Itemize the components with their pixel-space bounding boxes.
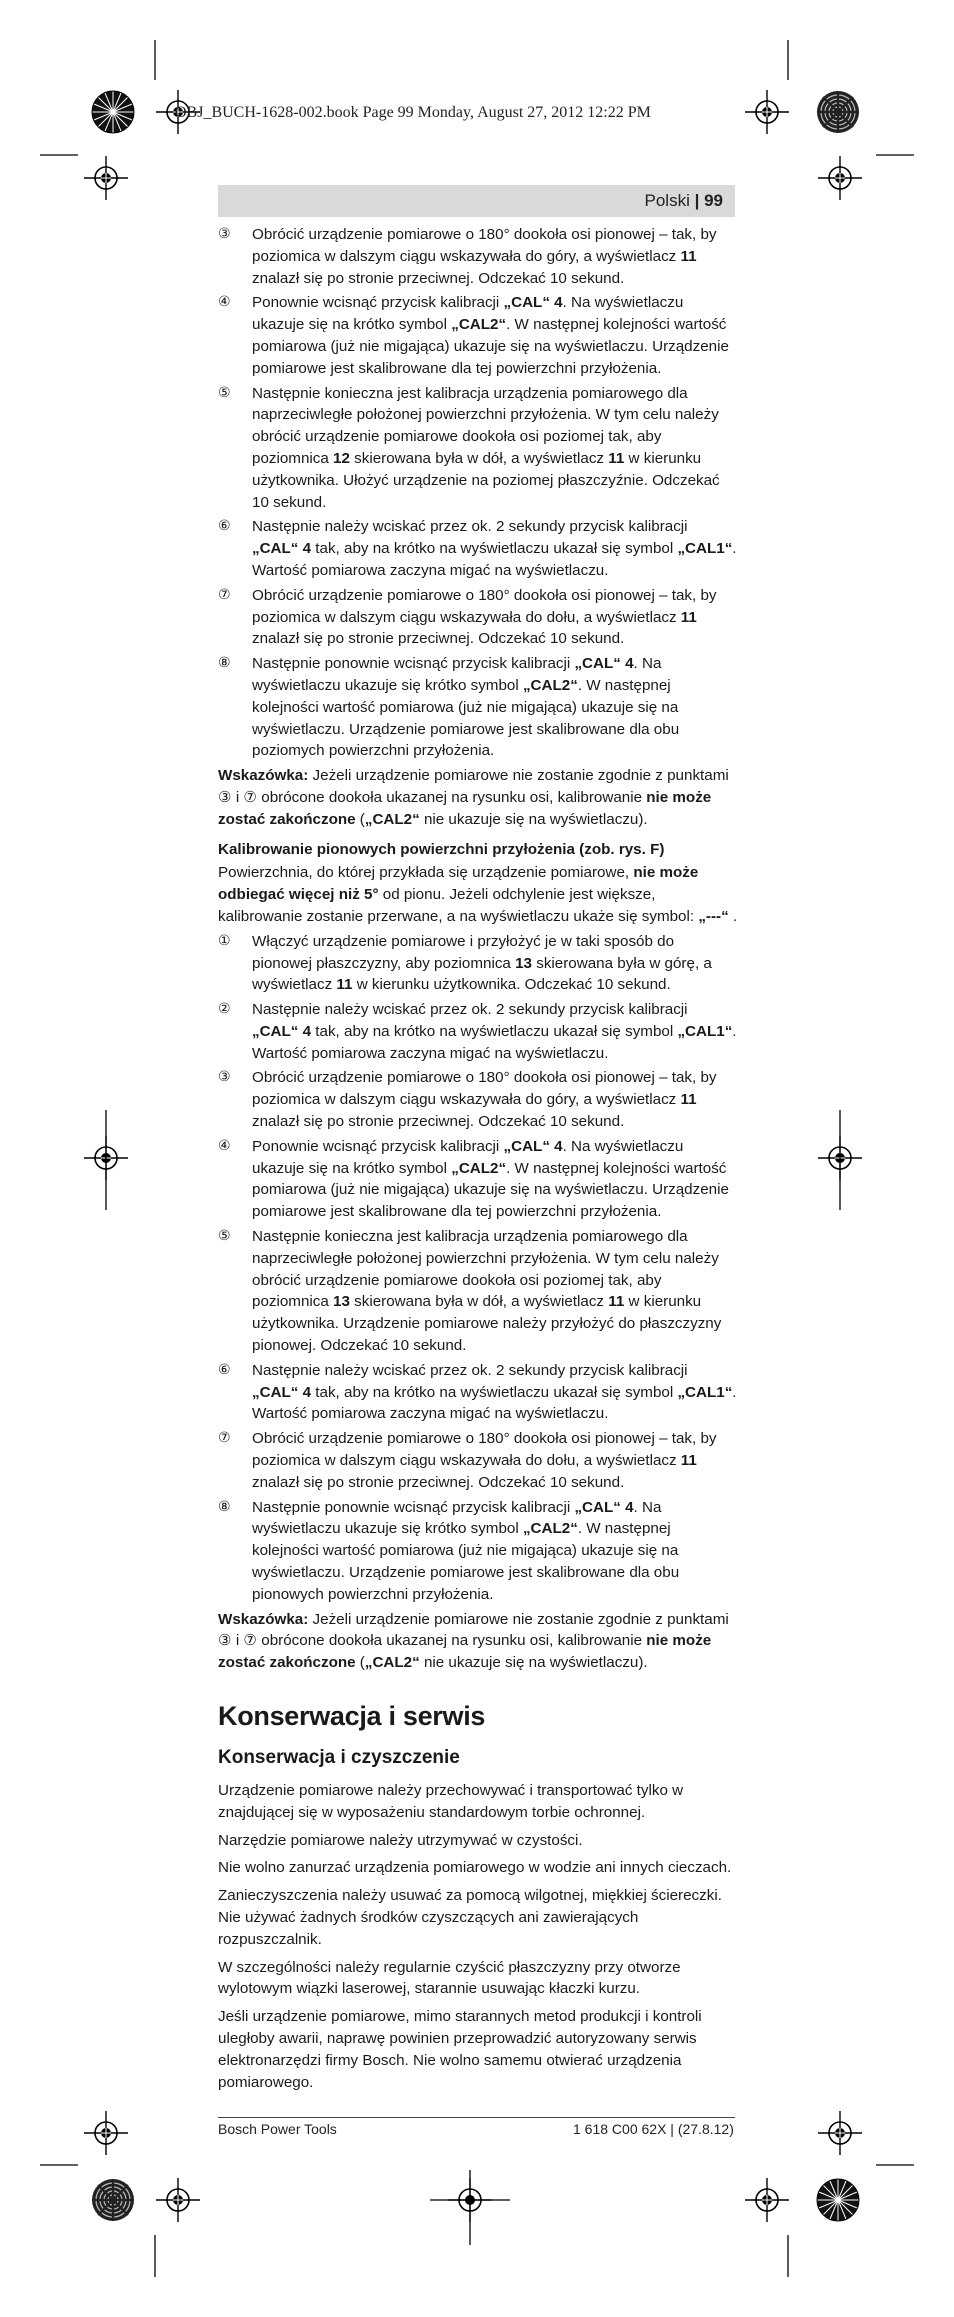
- step-text: Ponownie wcisnąć przycisk kalibracji „CAL“ 4. Na wyświetlaczu ukazuje się na krótko symbol „CAL2“. W następnej kolejności wartość pomiarowa (już nie migająca) ukazuje się na wyświetlaczu. Urządzenie pomiarowe jest skalibrowane dla tej powierzchni przyłożenia.: [252, 1137, 729, 1221]
- maintenance-paragraph: Nie wolno zanurzać urządzenia pomiarowego w wodzie ani innych cieczach.: [218, 1859, 732, 1877]
- list-item: [218, 1360, 738, 1425]
- footer-brand: Bosch Power Tools: [218, 2121, 337, 2137]
- maintenance-paragraph: Narzędzie pomiarowe należy utrzymywać w czystości.: [218, 1831, 583, 1849]
- list-item: [218, 999, 738, 1064]
- step-number: ②: [218, 1001, 231, 1018]
- list-item: [218, 224, 738, 289]
- step-text: Następnie należy wciskać przez ok. 2 sekundy przycisk kalibracji „CAL“ 4 tak, aby na krótko na wyświetlaczu ukazał się symbol „CAL1“. Wartość pomiarowa zaczyna migać na wyświetlaczu.: [252, 518, 737, 579]
- page-content: [218, 224, 738, 2099]
- step-number: ⑤: [218, 384, 231, 401]
- step-number: ③: [218, 1069, 231, 1086]
- horizontal-calibration-steps: [218, 224, 738, 762]
- step-text: Ponownie wcisnąć przycisk kalibracji „CAL“ 4. Na wyświetlaczu ukazuje się na krótko symbol „CAL2“. W następnej kolejności wartość pomiarowa (już nie migająca) ukazuje się na wyświetlaczu. Urządzenie pomiarowe jest skalibrowane dla tej powierzchni przyłożenia.: [252, 294, 729, 377]
- step-number: ⑥: [218, 1361, 231, 1378]
- step-number: ⑥: [218, 518, 231, 535]
- step-number: ⑦: [218, 586, 231, 603]
- note-horizontal: Wskazówka: Jeżeli urządzenie pomiarowe nie zostanie zgodnie z punktami ③ i ⑦ obrócone dookoła ukazanej na rysunku osi, kalibrowanie nie może zostać zakończone („CAL2“ nie ukazuje się na wyświetlaczu).: [218, 767, 729, 828]
- maintenance-paragraph: Urządzenie pomiarowe należy przechowywać i transportować tylko w znajdującej się w wyposażeniu standardowym torbie ochronnej.: [218, 1782, 684, 1821]
- list-item: [218, 1226, 738, 1357]
- maintenance-paragraphs: [218, 1780, 738, 2093]
- header-language: Polski: [644, 191, 690, 210]
- footer-doc-number: 1 618 C00 62X | (27.8.12): [573, 2121, 734, 2137]
- step-text: Następnie konieczna jest kalibracja urządzenia pomiarowego dla naprzeciwległe położonej powierzchni przyłożenia. W tym celu należy obrócić urządzenie pomiarowe dookoła osi poziomej tak, aby poziomnica 13 skierowana była w dół, a wyświetlacz 11 w kierunku użytkownika. Urządzenie pomiarowe należy przyłożyć do płaszczyzny pionowej. Odczekać 10 sekund.: [252, 1228, 722, 1355]
- list-item: [218, 1067, 738, 1132]
- vertical-calibration-steps: [218, 931, 738, 1606]
- step-text: Następnie ponownie wcisnąć przycisk kalibracji „CAL“ 4. Na wyświetlaczu ukazuje się krótko symbol „CAL2“. W następnej kolejności wartość pomiarowa (już nie migająca) ukazuje się na wyświetlaczu. Urządzenie pomiarowe jest skalibrowane dla obu poziomych powierzchni przyłożenia.: [252, 655, 680, 760]
- maintenance-title: Konserwacja i serwis: [218, 1701, 486, 1731]
- list-item: [218, 653, 738, 762]
- footer-divider: [218, 2117, 735, 2118]
- list-item: [218, 292, 738, 379]
- list-item: [218, 1136, 738, 1223]
- step-text: Następnie należy wciskać przez ok. 2 sekundy przycisk kalibracji „CAL“ 4 tak, aby na krótko na wyświetlaczu ukazał się symbol „CAL1“. Wartość pomiarowa zaczyna migać na wyświetlaczu.: [252, 1361, 737, 1423]
- step-number: ①: [218, 932, 231, 949]
- step-text: Obrócić urządzenie pomiarowe o 180° dookoła osi pionowej – tak, by poziomica w dalszym ciągu wskazywała do góry, a wyświetlacz 11 znalazł się po stronie przeciwnej. Odczekać 10 sekund.: [252, 1069, 717, 1131]
- list-item: [218, 383, 738, 514]
- header-page-number: 99: [704, 191, 723, 210]
- maintenance-paragraph: W szczególności należy regularnie czyścić płaszczyzny przy otworze wylotowym wiązki laserowej, starannie usuwając kłaczki kurzu.: [218, 1958, 681, 1998]
- page-header: [218, 185, 735, 217]
- step-number: ③: [218, 226, 231, 242]
- vertical-calibration-intro: Powierzchnia, do której przykłada się urządzenie pomiarowe, nie może odbiegać więcej niż 5° od pionu. Jeżeli odchylenie jest większe, kalibrowanie zostanie przerwane, a na wyświetlaczu ukaże się symbol: „---“ .: [218, 864, 738, 925]
- step-text: Obrócić urządzenie pomiarowe o 180° dookoła osi pionowej – tak, by poziomica w dalszym ciągu wskazywała do dołu, a wyświetlacz 11 znalazł się po stronie przeciwnej. Odczekać 10 sekund.: [252, 586, 717, 648]
- list-item: [218, 931, 738, 996]
- maintenance-subtitle: Konserwacja i czyszczenie: [218, 1747, 460, 1768]
- step-text: Obrócić urządzenie pomiarowe o 180° dookoła osi pionowej – tak, by poziomica w dalszym ciągu wskazywała do góry, a wyświetlacz 11 znalazł się po stronie przeciwnej. Odczekać 10 sekund.: [252, 226, 717, 287]
- step-number: ⑧: [218, 655, 231, 672]
- step-number: ⑤: [218, 1228, 231, 1245]
- step-number: ④: [218, 294, 231, 311]
- maintenance-paragraph: Zanieczyszczenia należy usuwać za pomocą wilgotnej, miękkiej ściereczki. Nie używać żadnych środków czyszczących ani zawierających rozpuszczalnik.: [218, 1887, 722, 1948]
- step-text: Następnie konieczna jest kalibracja urządzenia pomiarowego dla naprzeciwległe położonej powierzchni przyłożenia. W tym celu należy obrócić urządzenie pomiarowe dookoła osi poziomej tak, aby poziomnica 12 skierowana była w dół, a wyświetlacz 11 w kierunku użytkownika. Ułożyć urządzenie na poziomej płaszczyźnie. Odczekać 10 sekund.: [252, 384, 720, 511]
- step-text: Następnie należy wciskać przez ok. 2 sekundy przycisk kalibracji „CAL“ 4 tak, aby na krótko na wyświetlaczu ukazał się symbol „CAL1“. Wartość pomiarowa zaczyna migać na wyświetlaczu.: [252, 1001, 737, 1062]
- list-item: [218, 1428, 738, 1493]
- step-number: ⑧: [218, 1498, 231, 1515]
- step-text: Obrócić urządzenie pomiarowe o 180° dookoła osi pionowej – tak, by poziomica w dalszym ciągu wskazywała do dołu, a wyświetlacz 11 znalazł się po stronie przeciwnej. Odczekać 10 sekund.: [252, 1430, 717, 1491]
- vertical-calibration-heading: Kalibrowanie pionowych powierzchni przyłożenia (zob. rys. F): [218, 840, 665, 858]
- list-item: [218, 585, 738, 650]
- page-header-text: Polski | 99: [644, 191, 723, 210]
- print-slug: OBJ_BUCH-1628-002.book Page 99 Monday, August 27, 2012 12:22 PM: [175, 104, 651, 121]
- step-text: Włączyć urządzenie pomiarowe i przyłożyć je w taki sposób do pionowej płaszczyzny, aby poziomnica 13 skierowana była w górę, a wyświetlacz 11 w kierunku użytkownika. Odczekać 10 sekund.: [252, 932, 712, 994]
- maintenance-paragraph: Jeśli urządzenie pomiarowe, mimo starannych metod produkcji i kontroli uległoby awarii, naprawę powinien przeprowadzić autoryzowany serwis elektronarzędzi firmy Bosch. Nie wolno samemu otwierać urządzenia pomiarowego.: [218, 2008, 702, 2091]
- list-item: [218, 516, 738, 581]
- note-vertical: Wskazówka: Jeżeli urządzenie pomiarowe nie zostanie zgodnie z punktami ③ i ⑦ obrócone dookoła ukazanej na rysunku osi, kalibrowanie nie może zostać zakończone („CAL2“ nie ukazuje się na wyświetlaczu).: [218, 1610, 729, 1672]
- step-number: ④: [218, 1137, 231, 1154]
- step-text: Następnie ponownie wcisnąć przycisk kalibracji „CAL“ 4. Na wyświetlaczu ukazuje się krótko symbol „CAL2“. W następnej kolejności wartość pomiarowa (już nie migająca) ukazuje się na wyświetlaczu. Urządzenie pomiarowe jest skalibrowane dla obu pionowych powierzchni przyłożenia.: [252, 1498, 680, 1603]
- step-number: ⑦: [218, 1430, 231, 1447]
- list-item: [218, 1497, 738, 1606]
